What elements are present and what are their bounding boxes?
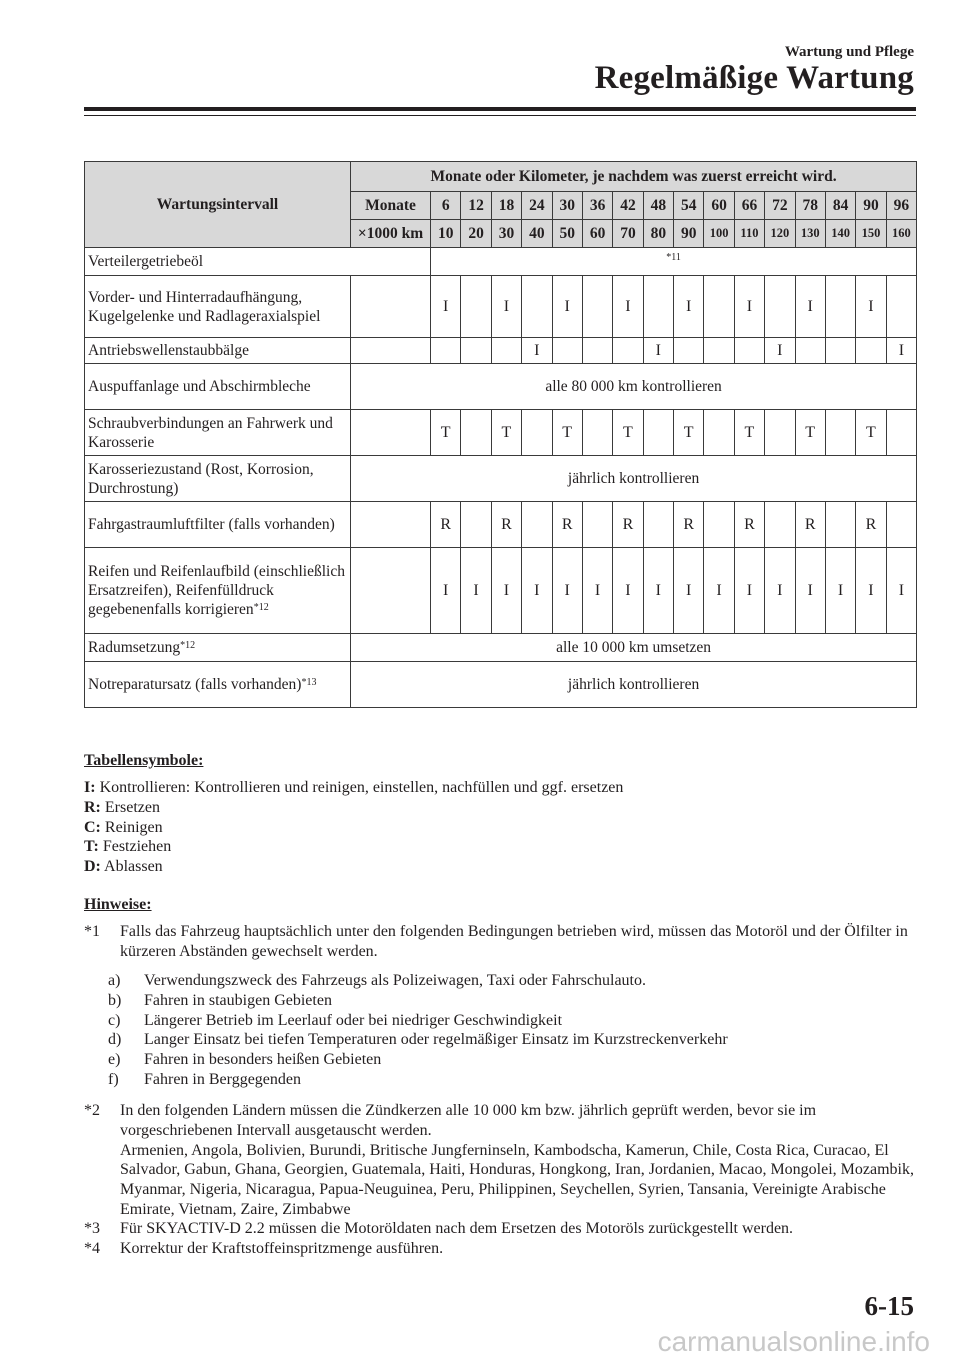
schedule-cell <box>552 338 582 364</box>
note-3-number: *3 <box>84 1220 100 1237</box>
row-label-text: Fahrgastraumluftfilter (falls vorhanden) <box>88 516 335 533</box>
row-label-text: Reifen und Reifenlaufbild (einschließlich Ersatzreifen), Reifenfülldruck gegebenenfalls korrigieren <box>88 563 345 618</box>
schedule-cell: I <box>613 276 643 338</box>
schedule-cell <box>491 338 521 364</box>
row-label <box>85 276 351 338</box>
km-header: 150 <box>856 220 886 248</box>
note-item-text: Verwendungszweck des Fahrzeugs als Polizeiwagen, Taxi oder Fahrschulauto. <box>144 972 646 989</box>
table-row <box>85 502 917 548</box>
schedule-cell <box>856 338 886 364</box>
schedule-cell: I <box>765 548 795 634</box>
symbol-item <box>84 778 623 798</box>
note-2-text: In den folgenden Ländern müssen die Zündkerzen alle 10 000 km bzw. jährlich geprüft werden, bevor sie im vorgeschriebenen Intervall ausgetauscht werden. <box>120 1102 817 1139</box>
symbol-key: I: <box>84 779 96 796</box>
month-header: 36 <box>582 192 612 220</box>
schedule-cell <box>461 276 491 338</box>
symbol-text: Kontrollieren: Kontrollieren und reinigen, einstellen, nachfüllen und ggf. ersetzen <box>99 779 624 796</box>
schedule-cell: I <box>613 548 643 634</box>
schedule-cell: I <box>431 276 461 338</box>
note-1-text: Falls das Fahrzeug hauptsächlich unter den folgenden Bedingungen betrieben wird, müssen das Motoröl und der Ölfilter in kürzeren Abständen gewechselt werden. <box>120 923 908 960</box>
note-item-text: Fahren in besonders heißen Gebieten <box>144 1051 382 1069</box>
month-header: 54 <box>674 192 704 220</box>
note-2-countries: Armenien, Angola, Bolivien, Burundi, Britische Jungferninseln, Kambodscha, Kamerun, Chile, Costa Rica, Curacao, El Salvador, Gabun, Ghana, Georgien, Guatemala, Haiti, Honduras, Hongkong, Iran, Jordanien, Macao, Mongolei, Mozambik, Myanmar, Nigeria, Nicaragua, Papua-Neuguinea, Peru, Philippinen, Seychellen, Syrien, Tansania, Vereinigte Arabische Emirate, Vietnam, Zaire, Zimbabwe <box>120 1141 914 1218</box>
symbol-item <box>84 798 623 818</box>
month-header: 24 <box>522 192 552 220</box>
schedule-cell <box>886 410 917 456</box>
month-header: 72 <box>765 192 795 220</box>
schedule-cell <box>643 502 673 548</box>
schedule-cell <box>522 276 552 338</box>
schedule-cell: R <box>491 502 521 548</box>
schedule-cell: T <box>491 410 521 456</box>
note-item-key: f) <box>108 1070 119 1088</box>
note-1-item <box>108 1030 728 1050</box>
row-label-text: Vorder- und Hinterradaufhängung, Kugelgelenke und Radlageraxialspiel <box>88 288 321 325</box>
schedule-cell <box>825 410 855 456</box>
schedule-cell: I <box>643 338 673 364</box>
note-4 <box>84 1239 924 1259</box>
interval-text: alle 80 000 km kontrollieren <box>351 364 917 410</box>
symbol-item <box>84 818 623 838</box>
blank-cell <box>351 502 431 548</box>
symbol-key: R: <box>84 798 101 816</box>
km-header: 50 <box>552 220 582 248</box>
note-1-item <box>108 1011 728 1031</box>
schedule-cell <box>522 410 552 456</box>
km-header: 100 <box>704 220 734 248</box>
table-row <box>85 662 917 708</box>
km-header: 140 <box>825 220 855 248</box>
month-header: 18 <box>491 192 521 220</box>
schedule-cell: R <box>431 502 461 548</box>
footnote-ref: *12 <box>253 602 269 613</box>
footnote-ref: *13 <box>301 677 317 688</box>
interval-text: jährlich kontrollieren <box>351 662 917 708</box>
schedule-cell: I <box>461 548 491 634</box>
month-header: 42 <box>613 192 643 220</box>
schedule-cell <box>582 338 612 364</box>
note-1-item <box>108 1070 728 1090</box>
blank-cell <box>351 338 431 364</box>
row-label-text: Karosseriezustand (Rost, Korrosion, Durchrostung) <box>88 460 314 497</box>
header-rule <box>84 107 916 111</box>
schedule-cell: T <box>431 410 461 456</box>
span-header: Monate oder Kilometer, je nachdem was zuerst erreicht wird. <box>351 162 917 192</box>
symbol-text: Festziehen <box>102 838 172 856</box>
section-title: Wartung und Pflege <box>784 44 914 60</box>
interval-text: jährlich kontrollieren <box>351 456 917 502</box>
note-item-text: Längerer Betrieb im Leerlauf oder bei niedriger Geschwindigkeit <box>144 1011 563 1029</box>
schedule-cell: T <box>674 410 704 456</box>
symbol-text: Ablassen <box>104 858 163 876</box>
note-4-number: *4 <box>84 1240 100 1257</box>
note-item-key: e) <box>108 1051 121 1069</box>
schedule-cell: I <box>674 548 704 634</box>
blank-cell <box>351 410 431 456</box>
table-row <box>85 548 917 634</box>
schedule-cell: R <box>674 502 704 548</box>
schedule-cell <box>582 502 612 548</box>
month-header: 96 <box>886 192 917 220</box>
schedule-cell <box>643 410 673 456</box>
schedule-cell <box>704 338 734 364</box>
schedule-cell <box>643 276 673 338</box>
note-1 <box>84 922 924 962</box>
km-header: 90 <box>674 220 704 248</box>
schedule-cell: I <box>522 338 552 364</box>
schedule-cell: R <box>795 502 825 548</box>
symbol-item <box>84 857 623 877</box>
row-label-text: Notreparatursatz (falls vorhanden) <box>88 676 302 693</box>
maintenance-table <box>84 161 917 708</box>
schedule-cell: I <box>795 548 825 634</box>
symbols-list <box>84 778 623 877</box>
symbol-text: Ersetzen <box>104 798 160 816</box>
row-label <box>85 364 351 410</box>
schedule-cell: I <box>765 338 795 364</box>
schedule-cell <box>522 502 552 548</box>
interval-text: alle 10 000 km umsetzen <box>351 634 917 662</box>
row-label <box>85 662 351 708</box>
month-header: 12 <box>461 192 491 220</box>
footnote-ref: *11 <box>666 252 681 263</box>
row-label <box>85 248 431 276</box>
page-title: Regelmäßige Wartung <box>594 60 914 96</box>
note-item-text: Fahren in Berggegenden <box>144 1070 301 1088</box>
schedule-cell <box>765 410 795 456</box>
schedule-cell <box>704 276 734 338</box>
schedule-cell: R <box>552 502 582 548</box>
km-header: 10 <box>431 220 461 248</box>
schedule-cell: I <box>491 276 521 338</box>
schedule-cell <box>825 338 855 364</box>
row-label <box>85 502 351 548</box>
row-label <box>85 548 351 634</box>
schedule-cell: T <box>856 410 886 456</box>
schedule-cell: I <box>886 548 917 634</box>
schedule-cell <box>582 276 612 338</box>
row-label-text: Auspuffanlage und Abschirmbleche <box>88 378 311 395</box>
month-header: 60 <box>704 192 734 220</box>
schedule-cell: I <box>734 276 764 338</box>
month-header: 30 <box>552 192 582 220</box>
footnote-ref: *12 <box>180 640 196 651</box>
schedule-cell: I <box>582 548 612 634</box>
symbol-text: Reinigen <box>104 818 163 836</box>
schedule-cell <box>825 502 855 548</box>
table-row <box>85 276 917 338</box>
schedule-cell: I <box>795 276 825 338</box>
symbols-heading: Tabellensymbole: <box>84 752 204 769</box>
table-row <box>85 410 917 456</box>
note-item-key: a) <box>108 972 121 989</box>
schedule-cell: I <box>886 338 917 364</box>
row-label-text: Verteilergetriebeöl <box>88 253 204 270</box>
symbol-item <box>84 837 623 857</box>
schedule-cell <box>886 276 917 338</box>
schedule-cell <box>704 410 734 456</box>
note-1-item <box>108 971 728 991</box>
schedule-cell <box>825 276 855 338</box>
month-header: 48 <box>643 192 673 220</box>
km-header: 160 <box>886 220 917 248</box>
schedule-cell: I <box>522 548 552 634</box>
watermark: carmanualsonline.info <box>657 1326 930 1357</box>
row-label <box>85 634 351 662</box>
schedule-cell <box>613 338 643 364</box>
schedule-cell <box>582 410 612 456</box>
schedule-cell <box>461 410 491 456</box>
blank-cell <box>351 548 431 634</box>
km-header: 30 <box>491 220 521 248</box>
table-row <box>85 634 917 662</box>
month-header: 6 <box>431 192 461 220</box>
schedule-cell: I <box>734 548 764 634</box>
schedule-cell: T <box>734 410 764 456</box>
schedule-cell <box>674 338 704 364</box>
schedule-cell: I <box>643 548 673 634</box>
schedule-cell: R <box>734 502 764 548</box>
schedule-cell: R <box>613 502 643 548</box>
note-3-text: Für SKYACTIV-D 2.2 müssen die Motoröldaten nach dem Ersetzen des Motoröls zurückgestellt werden. <box>120 1220 794 1237</box>
page-number: 6-15 <box>864 1291 914 1321</box>
month-header: 78 <box>795 192 825 220</box>
schedule-cell <box>704 502 734 548</box>
note-item-key: d) <box>108 1031 122 1049</box>
schedule-cell <box>461 502 491 548</box>
schedule-cell: R <box>856 502 886 548</box>
schedule-cell: I <box>856 276 886 338</box>
row-label <box>85 338 351 364</box>
schedule-cell <box>461 338 491 364</box>
km-header: 120 <box>765 220 795 248</box>
month-header: 84 <box>825 192 855 220</box>
km-header: 80 <box>643 220 673 248</box>
schedule-cell <box>765 502 795 548</box>
note-1-items <box>108 971 728 1090</box>
schedule-cell: I <box>552 548 582 634</box>
km-header: 110 <box>734 220 764 248</box>
km-header: 70 <box>613 220 643 248</box>
month-header: 90 <box>856 192 886 220</box>
schedule-cell: I <box>856 548 886 634</box>
schedule-cell: I <box>674 276 704 338</box>
schedule-cell <box>886 502 917 548</box>
schedule-cell <box>431 338 461 364</box>
schedule-cell: I <box>431 548 461 634</box>
schedule-cell: I <box>704 548 734 634</box>
schedule-cell <box>734 338 764 364</box>
schedule-cell: T <box>613 410 643 456</box>
interval-label: Wartungsintervall <box>85 162 351 248</box>
header-rule-thin <box>84 115 916 116</box>
months-label: Monate <box>351 192 431 220</box>
schedule-cell: T <box>795 410 825 456</box>
table-row <box>85 338 917 364</box>
symbol-key: C: <box>84 818 101 836</box>
note-item-key: c) <box>108 1011 121 1029</box>
month-header: 66 <box>734 192 764 220</box>
blank-cell <box>351 276 431 338</box>
schedule-cell <box>795 338 825 364</box>
note-2-number: *2 <box>84 1102 100 1119</box>
row-label-text: Schraubverbindungen an Fahrwerk und Karosserie <box>88 414 333 451</box>
schedule-cell: I <box>825 548 855 634</box>
km-header: 130 <box>795 220 825 248</box>
notes-heading: Hinweise: <box>84 896 152 913</box>
km-header: 20 <box>461 220 491 248</box>
km-header: 40 <box>522 220 552 248</box>
note-1-number: *1 <box>84 923 100 940</box>
symbol-key: T: <box>84 838 99 856</box>
table-row <box>85 364 917 410</box>
schedule-cell: T <box>552 410 582 456</box>
note-3 <box>84 1219 924 1239</box>
schedule-cell <box>765 276 795 338</box>
note-4-text: Korrektur der Kraftstoffeinspritzmenge ausführen. <box>120 1240 444 1257</box>
row-label <box>85 410 351 456</box>
note-item-text: Langer Einsatz bei tiefen Temperaturen oder regelmäßiger Einsatz im Kurzstreckenverkehr <box>144 1031 728 1049</box>
row-label-text: Antriebswellenstaubbälge <box>88 342 249 359</box>
note-item-key: b) <box>108 991 122 1009</box>
km-header: 60 <box>582 220 612 248</box>
note-1-item <box>108 1050 728 1070</box>
note-1-item <box>108 991 728 1011</box>
note-item-text: Fahren in staubigen Gebieten <box>144 991 332 1009</box>
row-label <box>85 456 351 502</box>
schedule-cell: I <box>552 276 582 338</box>
symbol-key: D: <box>84 858 101 876</box>
table-row <box>85 248 917 276</box>
km-label: ×1000 km <box>351 220 431 248</box>
row-label-text: Radumsetzung <box>88 639 181 656</box>
table-row <box>85 456 917 502</box>
note-2 <box>84 1101 924 1220</box>
schedule-cell: I <box>491 548 521 634</box>
